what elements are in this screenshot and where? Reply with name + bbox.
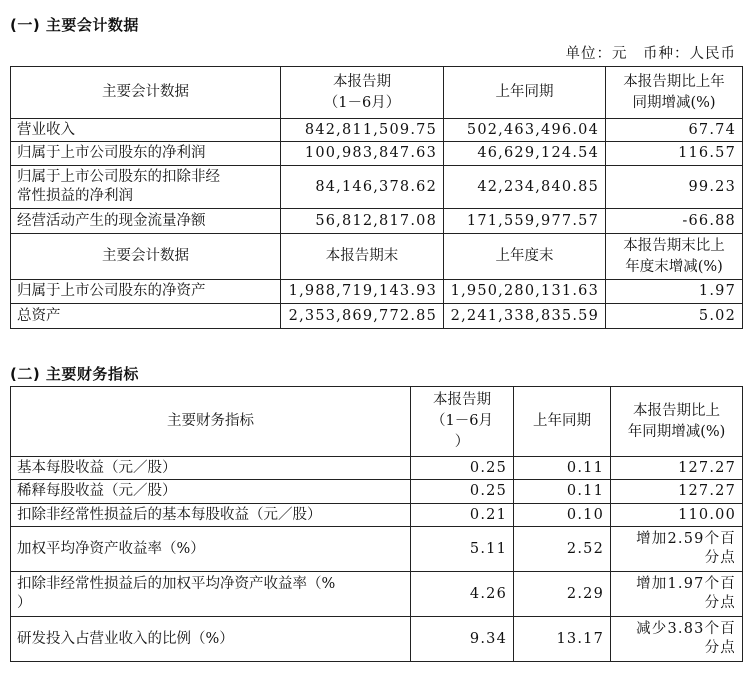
table-row	[11, 119, 743, 142]
prior-period-cell: 46,629,124.54	[444, 142, 606, 166]
header-change: 本报告期末比上 年度末增减(%)	[606, 234, 743, 280]
header-current-period: 本报告期 （1－6月）	[281, 67, 444, 119]
current-period-cell: 0.21	[411, 504, 514, 527]
table-row	[11, 572, 743, 617]
header-indicator: 主要财务指标	[11, 387, 411, 457]
indicator-label-cell: 扣除非经常性损益后的加权平均净资产收益率（% ）	[11, 572, 411, 617]
header-current-period: 本报告期 （1－6月 ）	[411, 387, 514, 457]
item-label-cell: 归属于上市公司股东的净利润	[11, 142, 281, 166]
indicator-label-cell: 研发投入占营业收入的比例（%）	[11, 617, 411, 662]
prior-period-cell: 502,463,496.04	[444, 119, 606, 142]
change-cell: 127.27	[611, 480, 743, 504]
prior-period-cell: 42,234,840.85	[444, 166, 606, 209]
section-2-title: (二) 主要财务指标	[10, 365, 139, 383]
indicator-label-cell: 基本每股收益（元／股）	[11, 457, 411, 480]
table-row	[11, 142, 743, 166]
header-period-end: 本报告期末	[281, 234, 444, 280]
change-percent-cell: 67.74	[606, 119, 743, 142]
table-header-row	[11, 234, 743, 280]
indicator-label-cell: 加权平均净资产收益率（%）	[11, 527, 411, 572]
change-cell: 110.00	[611, 504, 743, 527]
prior-period-cell: 0.10	[514, 504, 611, 527]
header-prior-year-end: 上年度末	[444, 234, 606, 280]
prior-period-cell: 171,559,977.57	[444, 209, 606, 234]
change-percent-cell: 116.57	[606, 142, 743, 166]
current-period-cell: 9.34	[411, 617, 514, 662]
change-cell: 127.27	[611, 457, 743, 480]
table-row	[11, 617, 743, 662]
change-percent-cell: 5.02	[606, 304, 743, 329]
prior-period-cell: 13.17	[514, 617, 611, 662]
key-accounting-data-table	[10, 66, 743, 329]
indicator-label-cell: 扣除非经常性损益后的基本每股收益（元／股）	[11, 504, 411, 527]
change-cell: 增加2.59个百 分点	[611, 527, 743, 572]
current-period-cell: 56,812,817.08	[281, 209, 444, 234]
unit-currency-line: 单位：元 币种：人民币	[565, 46, 736, 62]
change-percent-cell: 1.97	[606, 280, 743, 304]
table-row	[11, 480, 743, 504]
current-period-cell: 0.25	[411, 457, 514, 480]
item-label-cell: 归属于上市公司股东的扣除非经 常性损益的净利润	[11, 166, 281, 209]
current-period-cell: 0.25	[411, 480, 514, 504]
header-prior-period: 上年同期	[444, 67, 606, 119]
table-row	[11, 504, 743, 527]
table-row	[11, 209, 743, 234]
current-period-cell: 842,811,509.75	[281, 119, 444, 142]
change-percent-cell: 99.23	[606, 166, 743, 209]
prior-period-cell: 2.52	[514, 527, 611, 572]
table-row	[11, 166, 743, 209]
current-period-cell: 4.26	[411, 572, 514, 617]
prior-period-cell: 1,950,280,131.63	[444, 280, 606, 304]
table-row	[11, 280, 743, 304]
item-label-cell: 营业收入	[11, 119, 281, 142]
current-period-cell: 84,146,378.62	[281, 166, 444, 209]
current-period-cell: 5.11	[411, 527, 514, 572]
table-header-row	[11, 67, 743, 119]
change-percent-cell: -66.88	[606, 209, 743, 234]
change-cell: 减少3.83个百 分点	[611, 617, 743, 662]
header-change: 本报告期比上年 同期增减(%)	[606, 67, 743, 119]
prior-period-cell: 2.29	[514, 572, 611, 617]
section-1-title: (一) 主要会计数据	[10, 16, 139, 34]
item-label-cell: 归属于上市公司股东的净资产	[11, 280, 281, 304]
item-label-cell: 经营活动产生的现金流量净额	[11, 209, 281, 234]
current-period-cell: 2,353,869,772.85	[281, 304, 444, 329]
indicator-label-cell: 稀释每股收益（元／股）	[11, 480, 411, 504]
table-header-row	[11, 387, 743, 457]
prior-period-cell: 0.11	[514, 480, 611, 504]
header-change: 本报告期比上 年同期增减(%)	[611, 387, 743, 457]
key-financial-indicators-table	[10, 386, 743, 662]
current-period-cell: 100,983,847.63	[281, 142, 444, 166]
table-row	[11, 457, 743, 480]
header-item: 主要会计数据	[11, 67, 281, 119]
table-row	[11, 304, 743, 329]
header-prior-period: 上年同期	[514, 387, 611, 457]
current-period-cell: 1,988,719,143.93	[281, 280, 444, 304]
table-row	[11, 527, 743, 572]
header-item: 主要会计数据	[11, 234, 281, 280]
prior-period-cell: 2,241,338,835.59	[444, 304, 606, 329]
item-label-cell: 总资产	[11, 304, 281, 329]
change-cell: 增加1.97个百 分点	[611, 572, 743, 617]
prior-period-cell: 0.11	[514, 457, 611, 480]
